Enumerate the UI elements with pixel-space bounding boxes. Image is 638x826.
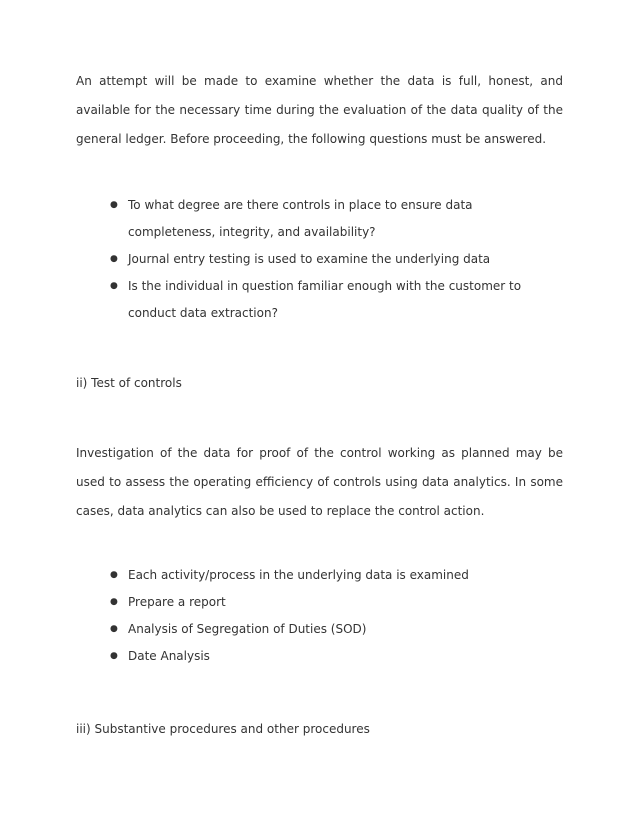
bullet-icon: ● bbox=[110, 254, 118, 264]
bullet-icon: ● bbox=[110, 651, 118, 661]
list-item-text: Each activity/process in the underlying data is examined bbox=[128, 568, 469, 582]
list-item-text: Analysis of Segregation of Duties (SOD) bbox=[128, 622, 367, 636]
bullet-icon: ● bbox=[110, 281, 118, 291]
list-item-text: To what degree are there controls in place to ensure data completeness, integrity, and availability? bbox=[128, 198, 473, 239]
questions-list bbox=[110, 192, 530, 327]
section-ii-paragraph: Investigation of the data for proof of the control working as planned may be used to assess the operating efficiency of controls using data analytics. In some cases, data analytics can also be used to replace the control action. bbox=[76, 446, 563, 518]
intro-paragraph: An attempt will be made to examine whether the data is full, honest, and available for the necessary time during the evaluation of the data quality of the general ledger. Before proceeding, the following questions must be answered. bbox=[76, 74, 563, 146]
list-item-text: Date Analysis bbox=[128, 649, 210, 663]
controls-list bbox=[110, 562, 530, 670]
list-item bbox=[110, 246, 530, 273]
list-item bbox=[110, 562, 530, 589]
list-item bbox=[110, 616, 530, 643]
section-ii-heading: ii) Test of controls bbox=[76, 376, 182, 390]
list-item-text: Prepare a report bbox=[128, 595, 226, 609]
section-iii-heading: iii) Substantive procedures and other procedures bbox=[76, 722, 370, 736]
list-item-text: Journal entry testing is used to examine the underlying data bbox=[128, 252, 491, 266]
bullet-icon: ● bbox=[110, 597, 118, 607]
bullet-icon: ● bbox=[110, 200, 118, 210]
list-item bbox=[110, 273, 558, 327]
list-item-text: Is the individual in question familiar enough with the customer to conduct data extraction? bbox=[128, 279, 522, 320]
bullet-icon: ● bbox=[110, 624, 118, 634]
list-item bbox=[110, 589, 530, 616]
bullet-icon: ● bbox=[110, 570, 118, 580]
list-item bbox=[110, 192, 503, 246]
list-item bbox=[110, 643, 530, 670]
